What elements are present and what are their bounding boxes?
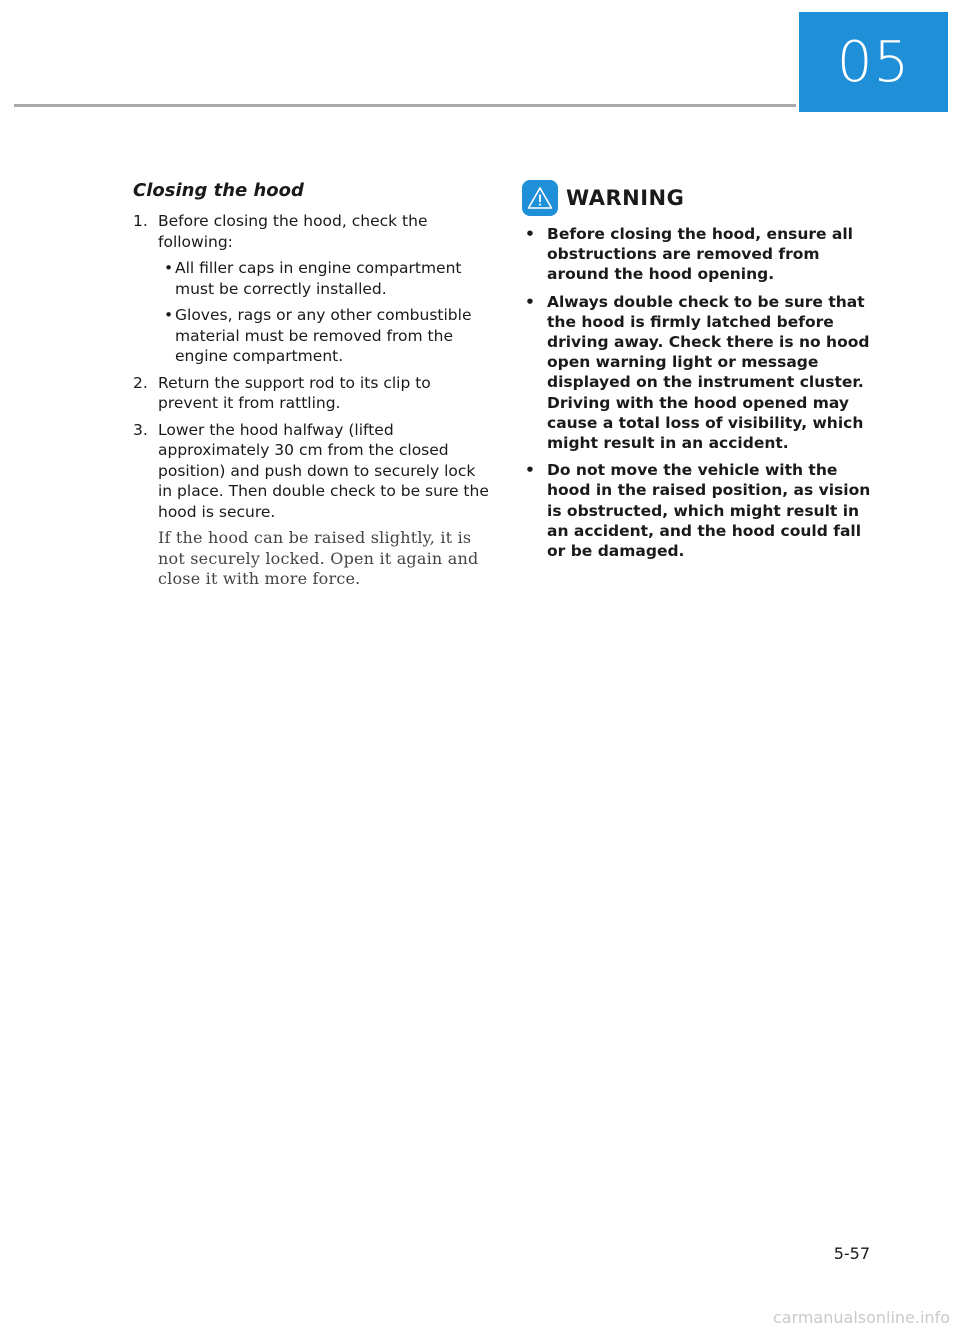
header-rule — [14, 104, 796, 107]
bullet-icon: • — [525, 225, 535, 243]
chapter-number: 05 — [836, 29, 911, 95]
step-text: Before closing the hood, check the following: — [158, 212, 428, 251]
steps-list — [133, 211, 493, 522]
warning-header — [522, 180, 872, 216]
bullet-icon: • — [525, 461, 535, 480]
page-number: 5-57 — [833, 1244, 870, 1263]
step-3 — [133, 420, 493, 523]
warning-item-text: Before closing the hood, ensure all obstructions are removed from around the hood opening. — [547, 225, 853, 284]
chapter-tab — [799, 12, 948, 112]
step-text: Return the support rod to its clip to prevent it from rattling. — [158, 373, 431, 412]
step-1 — [133, 211, 493, 367]
step-number: 1. — [133, 212, 148, 230]
step-number: 3. — [133, 420, 148, 439]
step-number: 2. — [133, 373, 148, 392]
step-text: Lower the hood halfway (lifted approximately 30 cm from the closed position) and push down to securely lock in place. Then double check to be sure the hood is secure. — [158, 420, 489, 521]
step-1-sublist — [158, 258, 493, 367]
bullet-icon: • — [164, 306, 174, 324]
sub-item-text: All filler caps in engine compartment must be correctly installed. — [175, 259, 462, 298]
warning-item — [522, 460, 872, 561]
sub-item — [158, 305, 493, 367]
bullet-icon: • — [525, 292, 535, 311]
section-title: Closing the hood — [133, 180, 304, 201]
warning-box — [522, 180, 872, 568]
warning-title: WARNING — [566, 186, 685, 210]
warning-item — [522, 292, 872, 454]
watermark-text: carmanualsonline.info — [772, 1308, 950, 1327]
sub-item-text: Gloves, rags or any other combustible material must be removed from the engine compartment. — [175, 306, 472, 365]
warning-item-text: Do not move the vehicle with the hood in the raised position, as vision is obstructed, which might result in an accident, and the hood could fall or be damaged. — [547, 461, 871, 561]
step-3-note: If the hood can be raised slightly, it is not securely locked. Open it again and close it with more force. — [158, 528, 479, 588]
warning-item-text: Always double check to be sure that the hood is firmly latched before driving away. Check there is no hood open warning light or message displayed on the instrument cluster. Driving with the hood opened may cause a total loss of visibility, which might result in an accident. — [547, 292, 870, 453]
sub-item — [158, 258, 493, 299]
warning-item — [522, 224, 872, 285]
warning-list — [522, 224, 872, 561]
warning-triangle-icon — [522, 180, 558, 216]
step-2 — [133, 373, 493, 414]
bullet-icon: • — [164, 259, 174, 277]
closing-hood-section — [133, 180, 493, 590]
